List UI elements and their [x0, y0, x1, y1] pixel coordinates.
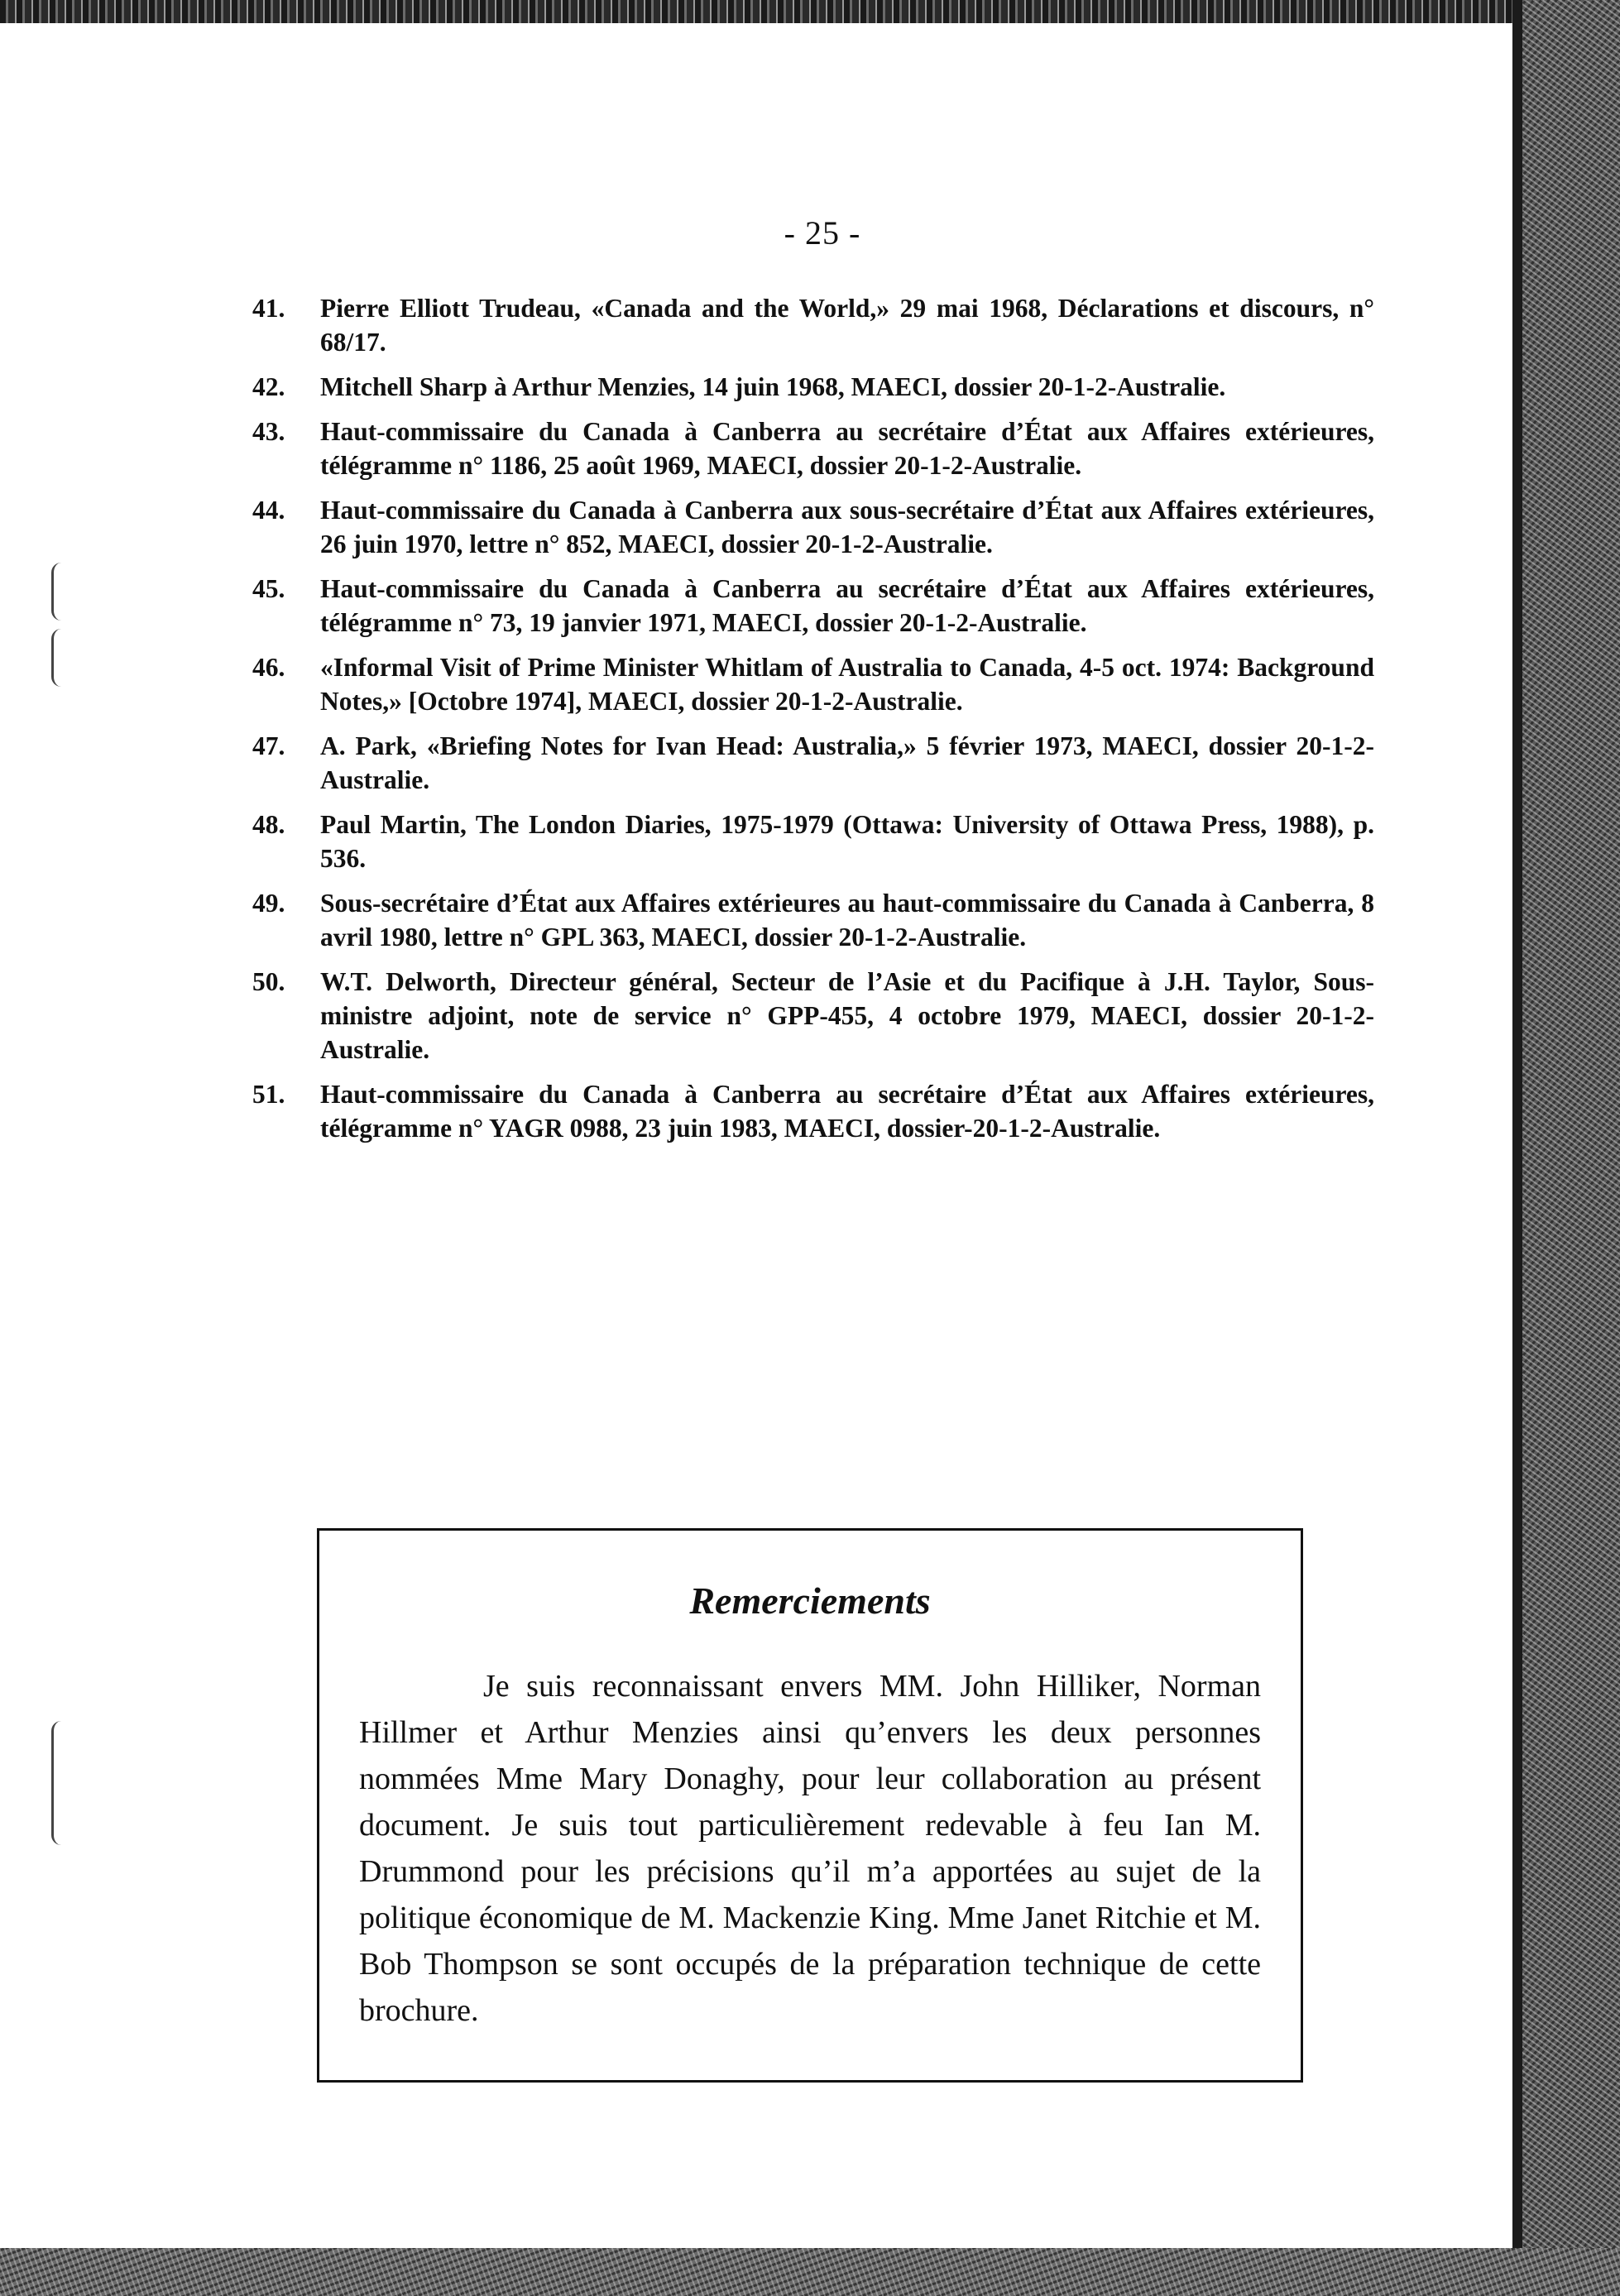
endnote-number: 42.: [252, 372, 285, 401]
endnote-number: 50.: [252, 967, 285, 996]
scan-edge-bottom: [0, 2248, 1620, 2296]
margin-mark: [51, 1721, 72, 1845]
endnote-number: 43.: [252, 417, 285, 446]
endnote-text: W.T. Delworth, Directeur général, Secteur de l’Asie et du Pacifique à J.H. Taylor, Sous-ministre adjoint, note de service n° GPP-455, 4 octobre 1979, MAECI, dossier 20-1-2-Australie.: [320, 967, 1374, 1064]
endnote-text: Haut-commissaire du Canada à Canberra au secrétaire d’État aux Affaires extérieures, télégramme n° 1186, 25 août 1969, MAECI, dossier 20-1-2-Australie.: [320, 417, 1374, 480]
endnote-text: Mitchell Sharp à Arthur Menzies, 14 juin 1968, MAECI, dossier 20-1-2-Australie.: [320, 372, 1226, 401]
endnote-number: 49.: [252, 889, 285, 918]
acknowledgements-box: [317, 1528, 1303, 2083]
margin-mark: [51, 629, 72, 687]
endnote-item: [252, 965, 1374, 1067]
endnote-number: 48.: [252, 810, 285, 839]
endnote-text: Haut-commissaire du Canada à Canberra aux sous-secrétaire d’État aux Affaires extérieures, 26 juin 1970, lettre n° 852, MAECI, dossier 20-1-2-Australie.: [320, 496, 1374, 558]
endnote-item: [252, 493, 1374, 561]
endnote-text: Sous-secrétaire d’État aux Affaires extérieures au haut-commissaire du Canada à Canberra, 8 avril 1980, lettre n° GPL 363, MAECI, dossier 20-1-2-Australie.: [320, 889, 1374, 951]
endnote-number: 47.: [252, 731, 285, 760]
endnote-item: [252, 808, 1374, 875]
endnote-item: [252, 729, 1374, 797]
endnote-text: «Informal Visit of Prime Minister Whitlam of Australia to Canada, 4-5 oct. 1974: Background Notes,» [Octobre 1974], MAECI, dossier 20-1-2-Australie.: [320, 653, 1374, 716]
margin-mark: [51, 563, 72, 621]
endnotes-list: [252, 291, 1374, 1156]
endnote-item: [252, 415, 1374, 482]
endnote-item: [252, 572, 1374, 640]
scan-edge-top: [0, 0, 1620, 23]
acknowledgements-title: Remerciements: [689, 1579, 931, 1622]
endnote-number: 44.: [252, 496, 285, 525]
endnote-text: Haut-commissaire du Canada à Canberra au secrétaire d’État aux Affaires extérieures, télégramme n° 73, 19 janvier 1971, MAECI, dossier 20-1-2-Australie.: [320, 574, 1374, 637]
endnote-item: [252, 291, 1374, 359]
acknowledgements-body: Je suis reconnaissant envers MM. John Hilliker, Norman Hillmer et Arthur Menzies ainsi qu’envers les deux personnes nommées Mme Mary Donaghy, pour leur collaboration au présent document. Je suis tout particulièrement redevable à feu Ian M. Drummond pour les précisions qu’il m’a apportées au sujet de la politique économique de M. Mackenzie King. Mme Janet Ritchie et M. Bob Thompson se sont occupés de la préparation technique de cette brochure.: [359, 1669, 1261, 2028]
endnote-item: [252, 370, 1374, 404]
endnote-item: [252, 650, 1374, 718]
page-number: - 25 -: [784, 214, 861, 252]
endnote-number: 46.: [252, 653, 285, 682]
endnote-number: 51.: [252, 1080, 285, 1109]
scan-edge-right: [1522, 0, 1620, 2296]
endnote-number: 41.: [252, 294, 285, 323]
endnote-text: Paul Martin, The London Diaries, 1975-1979 (Ottawa: University of Ottawa Press, 1988), p. 536.: [320, 810, 1374, 873]
endnote-text: A. Park, «Briefing Notes for Ivan Head: Australia,» 5 février 1973, MAECI, dossier 20-1-2-Australie.: [320, 731, 1374, 794]
endnote-item: [252, 886, 1374, 954]
endnote-text: Haut-commissaire du Canada à Canberra au secrétaire d’État aux Affaires extérieures, télégramme n° YAGR 0988, 23 juin 1983, MAECI, dossier-20-1-2-Australie.: [320, 1080, 1374, 1143]
endnote-number: 45.: [252, 574, 285, 603]
endnote-item: [252, 1077, 1374, 1145]
scan-edge-shadow: [1512, 0, 1522, 2296]
endnote-text: Pierre Elliott Trudeau, «Canada and the World,» 29 mai 1968, Déclarations et discours, n° 68/17.: [320, 294, 1374, 357]
